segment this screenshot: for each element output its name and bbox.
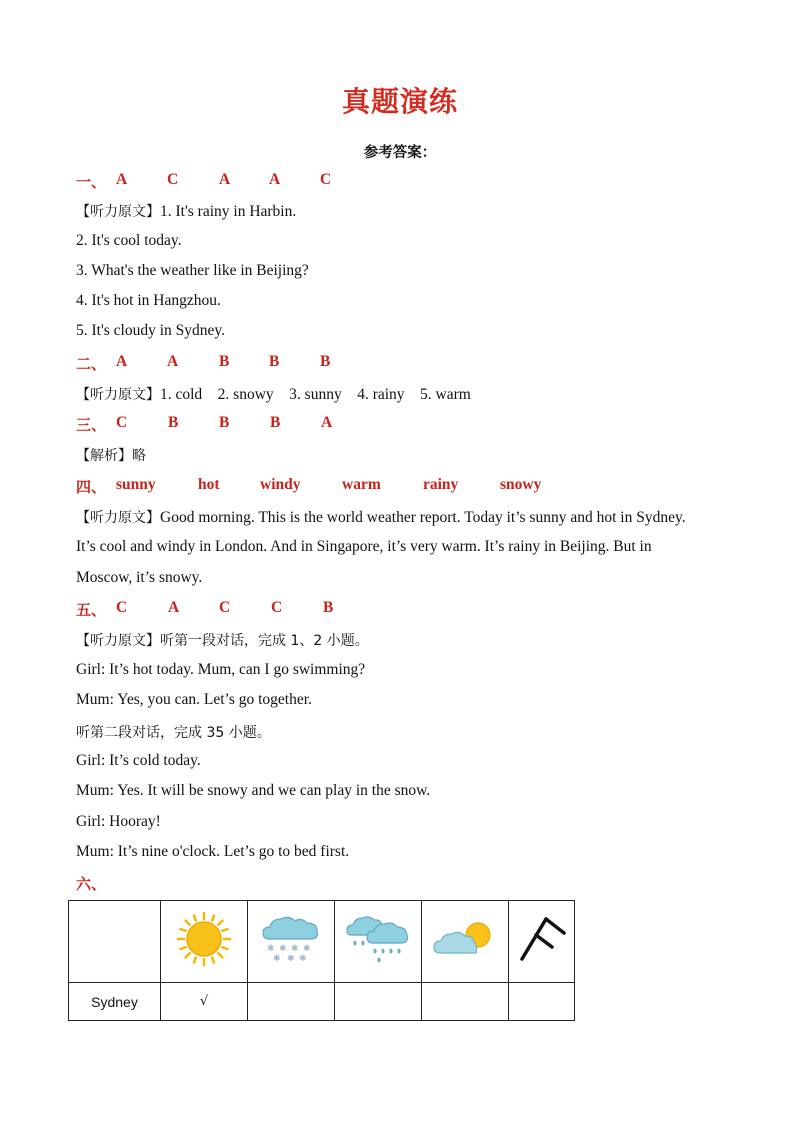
- section-6-heading: [76, 873, 106, 894]
- transcript-line: 2. It's cool today.: [76, 232, 182, 249]
- answer: B: [270, 414, 281, 431]
- transcript-line: 4. It's hot in Hangzhou.: [76, 292, 221, 309]
- section-2-answers: [76, 353, 331, 374]
- answer: C: [219, 599, 231, 616]
- mark-cell: [422, 983, 509, 1021]
- transcript-line: [76, 384, 471, 404]
- svg-text:✱: ✱: [291, 944, 299, 954]
- answer: A: [116, 171, 128, 188]
- dialogue-line: Girl: Hooray!: [76, 813, 161, 830]
- transcript-text: 听第一段对话，完成 1、2 小题。: [160, 633, 369, 649]
- transcript-tag: 【听力原文】: [76, 204, 160, 220]
- rain-cloud-icon: [345, 913, 411, 965]
- answer-key-heading: 参考答案：: [363, 145, 437, 161]
- transcript-text: 1. cold 2. snowy 3. sunny 4. rainy 5. warm: [160, 386, 471, 403]
- sun-cell: [161, 901, 248, 983]
- transcript-line: 3. What's the weather like in Beijing?: [76, 262, 309, 279]
- mark-cell: [248, 983, 335, 1021]
- answer: B: [219, 353, 230, 370]
- dialogue-line: Girl: It’s hot today. Mum, can I go swimming?: [76, 661, 366, 678]
- transcript-text: 1. It's rainy in Harbin.: [160, 203, 297, 220]
- answer: A: [219, 171, 231, 188]
- analysis-line: [76, 445, 146, 465]
- answer: A: [168, 599, 180, 616]
- transcript-tag: 【听力原文】: [76, 633, 160, 649]
- answer: C: [271, 599, 283, 616]
- snow-cell: [248, 901, 335, 983]
- icon-row: [69, 901, 575, 983]
- answer: B: [168, 414, 179, 431]
- section-4-answers: [76, 476, 542, 497]
- answer: rainy: [423, 476, 459, 493]
- svg-text:✱: ✱: [273, 954, 281, 964]
- answer: C: [116, 414, 128, 431]
- transcript-tag: 【听力原文】: [76, 387, 160, 403]
- dialogue-line: Mum: It’s nine o'clock. Let’s go to bed first.: [76, 843, 350, 860]
- answer: C: [116, 599, 128, 616]
- empty-corner-cell: [69, 901, 161, 983]
- section-3-answers: [76, 414, 333, 435]
- answer: B: [219, 414, 230, 431]
- snow-cloud-icon: [259, 913, 323, 965]
- answer: A: [116, 353, 128, 370]
- sun-icon: [176, 911, 232, 967]
- transcript-line: Moscow, it’s snowy.: [76, 569, 203, 586]
- section-6-label: 六、: [76, 875, 107, 893]
- answer: B: [320, 353, 331, 370]
- mark-cell: [335, 983, 422, 1021]
- svg-text:✱: ✱: [303, 944, 311, 954]
- partly-cloudy-icon: [432, 917, 498, 961]
- analysis-tag: 【解析】: [76, 448, 132, 464]
- svg-text:✱: ✱: [279, 944, 287, 954]
- answer: B: [323, 599, 334, 616]
- transcript-line: [76, 201, 296, 221]
- section-5-label: 五、: [76, 601, 107, 619]
- mark-cell: √: [161, 983, 248, 1021]
- section-1-answers: [76, 171, 332, 192]
- answer: A: [269, 171, 281, 188]
- analysis-text: 略: [132, 448, 146, 464]
- transcript-text: Good morning. This is the world weather report. Today it’s sunny and hot in Sydney.: [160, 509, 686, 526]
- section-5-answers: [76, 599, 334, 620]
- answer: windy: [260, 476, 301, 493]
- answer: hot: [198, 476, 220, 493]
- wind-flag-icon: [516, 915, 568, 963]
- city-row: [69, 983, 575, 1021]
- answer: A: [167, 353, 179, 370]
- transcript-line: It’s cool and windy in London. And in Singapore, it’s very warm. It’s rainy in Beijing. But in: [76, 538, 652, 555]
- answer: B: [269, 353, 280, 370]
- partly-cloudy-cell: [422, 901, 509, 983]
- section-3-label: 三、: [76, 416, 107, 434]
- section-2-label: 二、: [76, 355, 107, 373]
- transcript-line: 5. It's cloudy in Sydney.: [76, 322, 226, 339]
- dialogue-line: Girl: It’s cold today.: [76, 752, 201, 769]
- windy-cell: [509, 901, 575, 983]
- city-name: Sydney: [69, 983, 161, 1021]
- section-1-label: 一、: [76, 173, 107, 191]
- dialogue-line: Mum: Yes. It will be snowy and we can play in the snow.: [76, 782, 431, 799]
- answer: C: [320, 171, 332, 188]
- mark-cell: [509, 983, 575, 1021]
- dialogue-line: Mum: Yes, you can. Let’s go together.: [76, 691, 312, 708]
- svg-text:✱: ✱: [299, 954, 307, 964]
- answer: snowy: [500, 476, 542, 493]
- weather-table: [68, 900, 575, 1021]
- page-title: 真题演练: [341, 85, 458, 118]
- transcript-line: [76, 630, 369, 650]
- answer: warm: [342, 476, 381, 493]
- rain-cell: [335, 901, 422, 983]
- svg-text:✱: ✱: [287, 954, 295, 964]
- transcript-tag: 【听力原文】: [76, 510, 160, 526]
- answer: sunny: [116, 476, 156, 493]
- svg-text:✱: ✱: [267, 944, 275, 954]
- transcript-line: [76, 507, 686, 527]
- answer: C: [167, 171, 179, 188]
- section-4-label: 四、: [76, 478, 107, 496]
- answer: A: [321, 414, 333, 431]
- dialogue-instruction: 听第二段对话，完成 35 小题。: [76, 725, 271, 741]
